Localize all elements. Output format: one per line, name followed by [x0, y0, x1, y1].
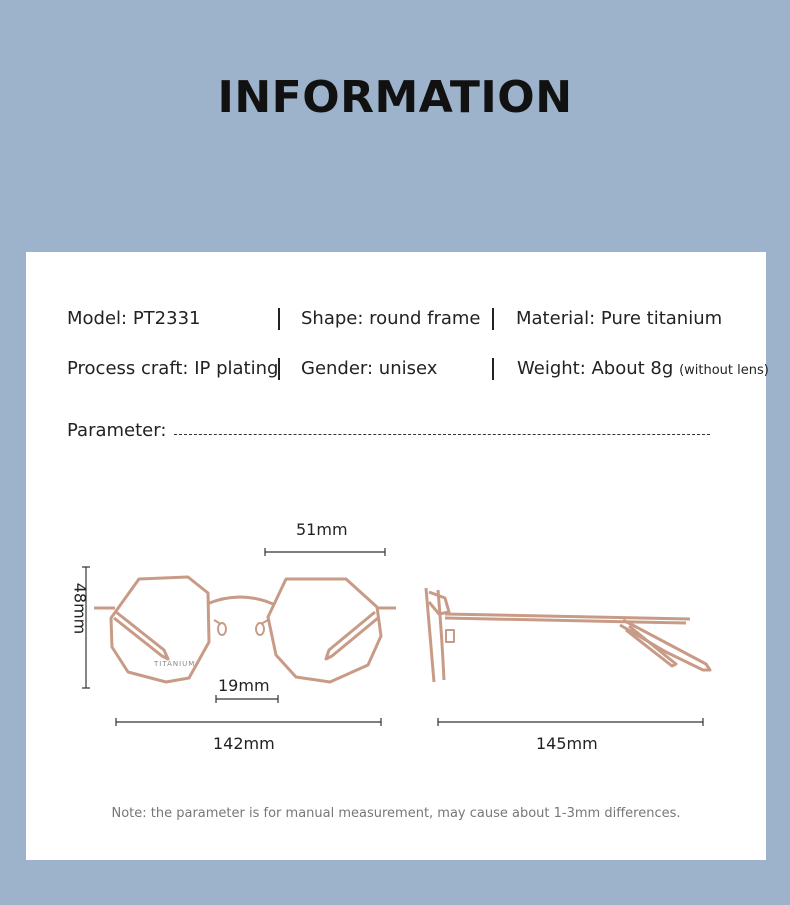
measure-lines [82, 548, 703, 726]
glasses-front-view [94, 577, 396, 682]
spec-gender: Gender: unisex [301, 358, 438, 379]
spec-process: Process craft: IP plating [67, 358, 279, 379]
page-title: INFORMATION [217, 72, 573, 123]
measurement-note: Note: the parameter is for manual measurement, may cause about 1-3mm differences. [111, 806, 681, 821]
glasses-diagram [26, 252, 766, 860]
lens-width-label: 51mm [296, 520, 348, 539]
frame-engraving: TITANIUM [154, 660, 196, 668]
spec-model: Model: PT2331 [67, 308, 201, 329]
info-card [26, 252, 769, 860]
temple-length-label: 145mm [536, 734, 598, 753]
spec-shape: Shape: round frame [301, 308, 481, 329]
spec-material: Material: Pure titanium [516, 308, 723, 329]
spec-weight-value: Weight: About 8g [517, 358, 674, 379]
parameter-label: Parameter: [67, 420, 167, 441]
glasses-side-view [426, 588, 710, 682]
spec-weight-note: (without lens) [679, 363, 769, 378]
bridge-width-label: 19mm [218, 676, 270, 695]
lens-height-label: 48mm [70, 582, 90, 635]
frame-width-label: 142mm [213, 734, 275, 753]
